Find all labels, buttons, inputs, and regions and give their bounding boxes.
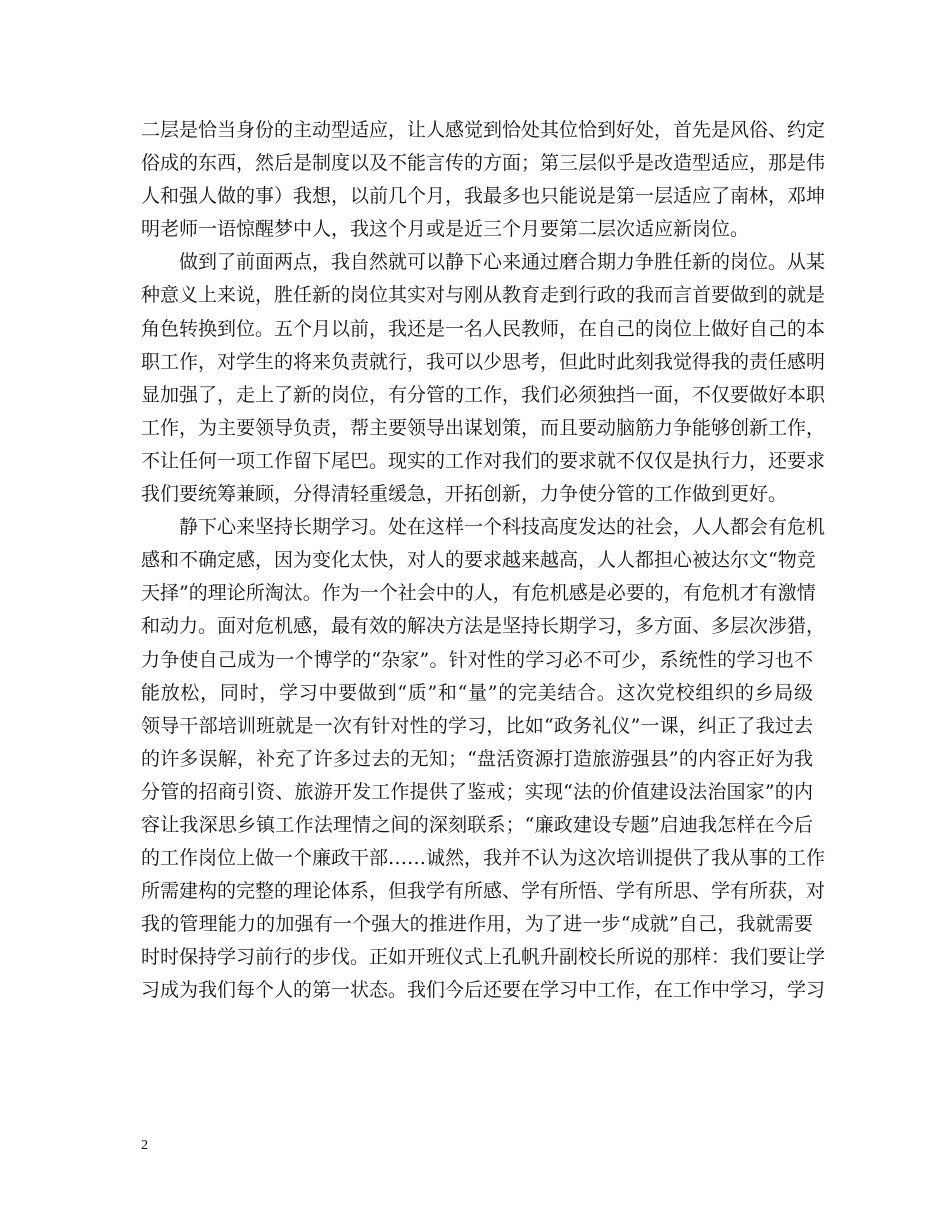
- page-number: 2: [141, 1138, 148, 1153]
- text-line: 我的管理能力的加强有一个强大的推进作用，为了进一步“成就”自己，我就需要: [141, 913, 813, 936]
- text-line: 时时保持学习前行的步伐。正如开班仪式上孔帆升副校长所说的那样：我们要让学: [141, 946, 826, 969]
- paragraph-3: [141, 511, 826, 1007]
- text-line: 显加强了，走上了新的岗位，有分管的工作，我们必须独挡一面，不仅要做好本职: [141, 383, 826, 406]
- text-line: 俗成的东西，然后是制度以及不能言传的方面；第三层似乎是改造型适应，那是伟: [141, 152, 826, 175]
- text-line: 分管的招商引资、旅游开发工作提供了鉴戒；实现“法的价值建设法治国家”的内: [141, 780, 813, 803]
- text-line: 所需建构的完整的理论体系，但我学有所感、学有所悟、学有所思、学有所获，对: [141, 880, 826, 903]
- text-line: 做到了前面两点，我自然就可以静下心来通过磨合期力争胜任新的岗位。从某: [179, 251, 826, 274]
- text-line: 我们要统筹兼顾，分得清轻重缓急，开拓创新，力争使分管的工作做到更好。: [141, 483, 788, 506]
- text-line: 和动力。面对危机感，最有效的解决方法是坚持长期学习，多方面、多层次涉猎，: [141, 615, 826, 638]
- paragraph-1: [141, 114, 826, 246]
- text-line: 容让我深思乡镇工作法理情之间的深刻联系；“廉政建设专题”启迪我怎样在今后: [141, 813, 813, 836]
- text-line: 能放松，同时，学习中要做到“质”和“量”的完美结合。这次党校组织的乡局级: [141, 681, 813, 704]
- text-line: 领导干部培训班就是一次有针对性的学习，比如“政务礼仪”一课，纠正了我过去: [141, 714, 813, 737]
- text-line: 种意义上来说，胜任新的岗位其实对与刚从教育走到行政的我而言首要做到的就是: [141, 284, 826, 307]
- text-line: 感和不确定感，因为变化太快，对人的要求越来越高，人人都担心被达尔文“物竞: [141, 549, 816, 572]
- body-text: [141, 114, 826, 1008]
- text-line: 天择”的理论所淘汰。作为一个社会中的人，有危机感是必要的，有危机才有激情: [141, 582, 816, 605]
- text-line: 的许多误解，补充了许多过去的无知；“盘活资源打造旅游强县”的内容正好为我: [141, 747, 813, 770]
- text-line: 习成为我们每个人的第一状态。我们今后还要在学习中工作，在工作中学习，学习: [141, 979, 826, 1002]
- paragraph-2: [141, 246, 826, 511]
- text-line: 职工作，对学生的将来负责就行，我可以少思考，但此时此刻我觉得我的责任感明: [141, 350, 826, 373]
- text-line: 静下心来坚持长期学习。处在这样一个科技高度发达的社会，人人都会有危机: [179, 516, 826, 539]
- text-line: 的工作岗位上做一个廉政干部……诚然，我并不认为这次培训提供了我从事的工作: [141, 847, 826, 870]
- text-line: 角色转换到位。五个月以前，我还是一名人民教师，在自己的岗位上做好自己的本: [141, 317, 826, 340]
- text-line: 工作，为主要领导负责，帮主要领导出谋划策，而且要动脑筋力争能够创新工作，: [141, 416, 826, 439]
- text-line: 力争使自己成为一个博学的“杂家”。针对性的学习必不可少，系统性的学习也不: [141, 648, 813, 671]
- text-line: 二层是恰当身份的主动型适应，让人感觉到恰处其位恰到好处，首先是风俗、约定: [141, 119, 826, 141]
- text-line: 人和强人做的事）我想，以前几个月，我最多也只能说是第一层适应了南林，邓坤: [141, 185, 826, 208]
- text-line: 明老师一语惊醒梦中人，我这个月或是近三个月要第二层次适应新岗位。: [141, 218, 750, 241]
- text-line: 不让任何一项工作留下尾巴。现实的工作对我们的要求就不仅仅是执行力，还要求: [141, 449, 826, 472]
